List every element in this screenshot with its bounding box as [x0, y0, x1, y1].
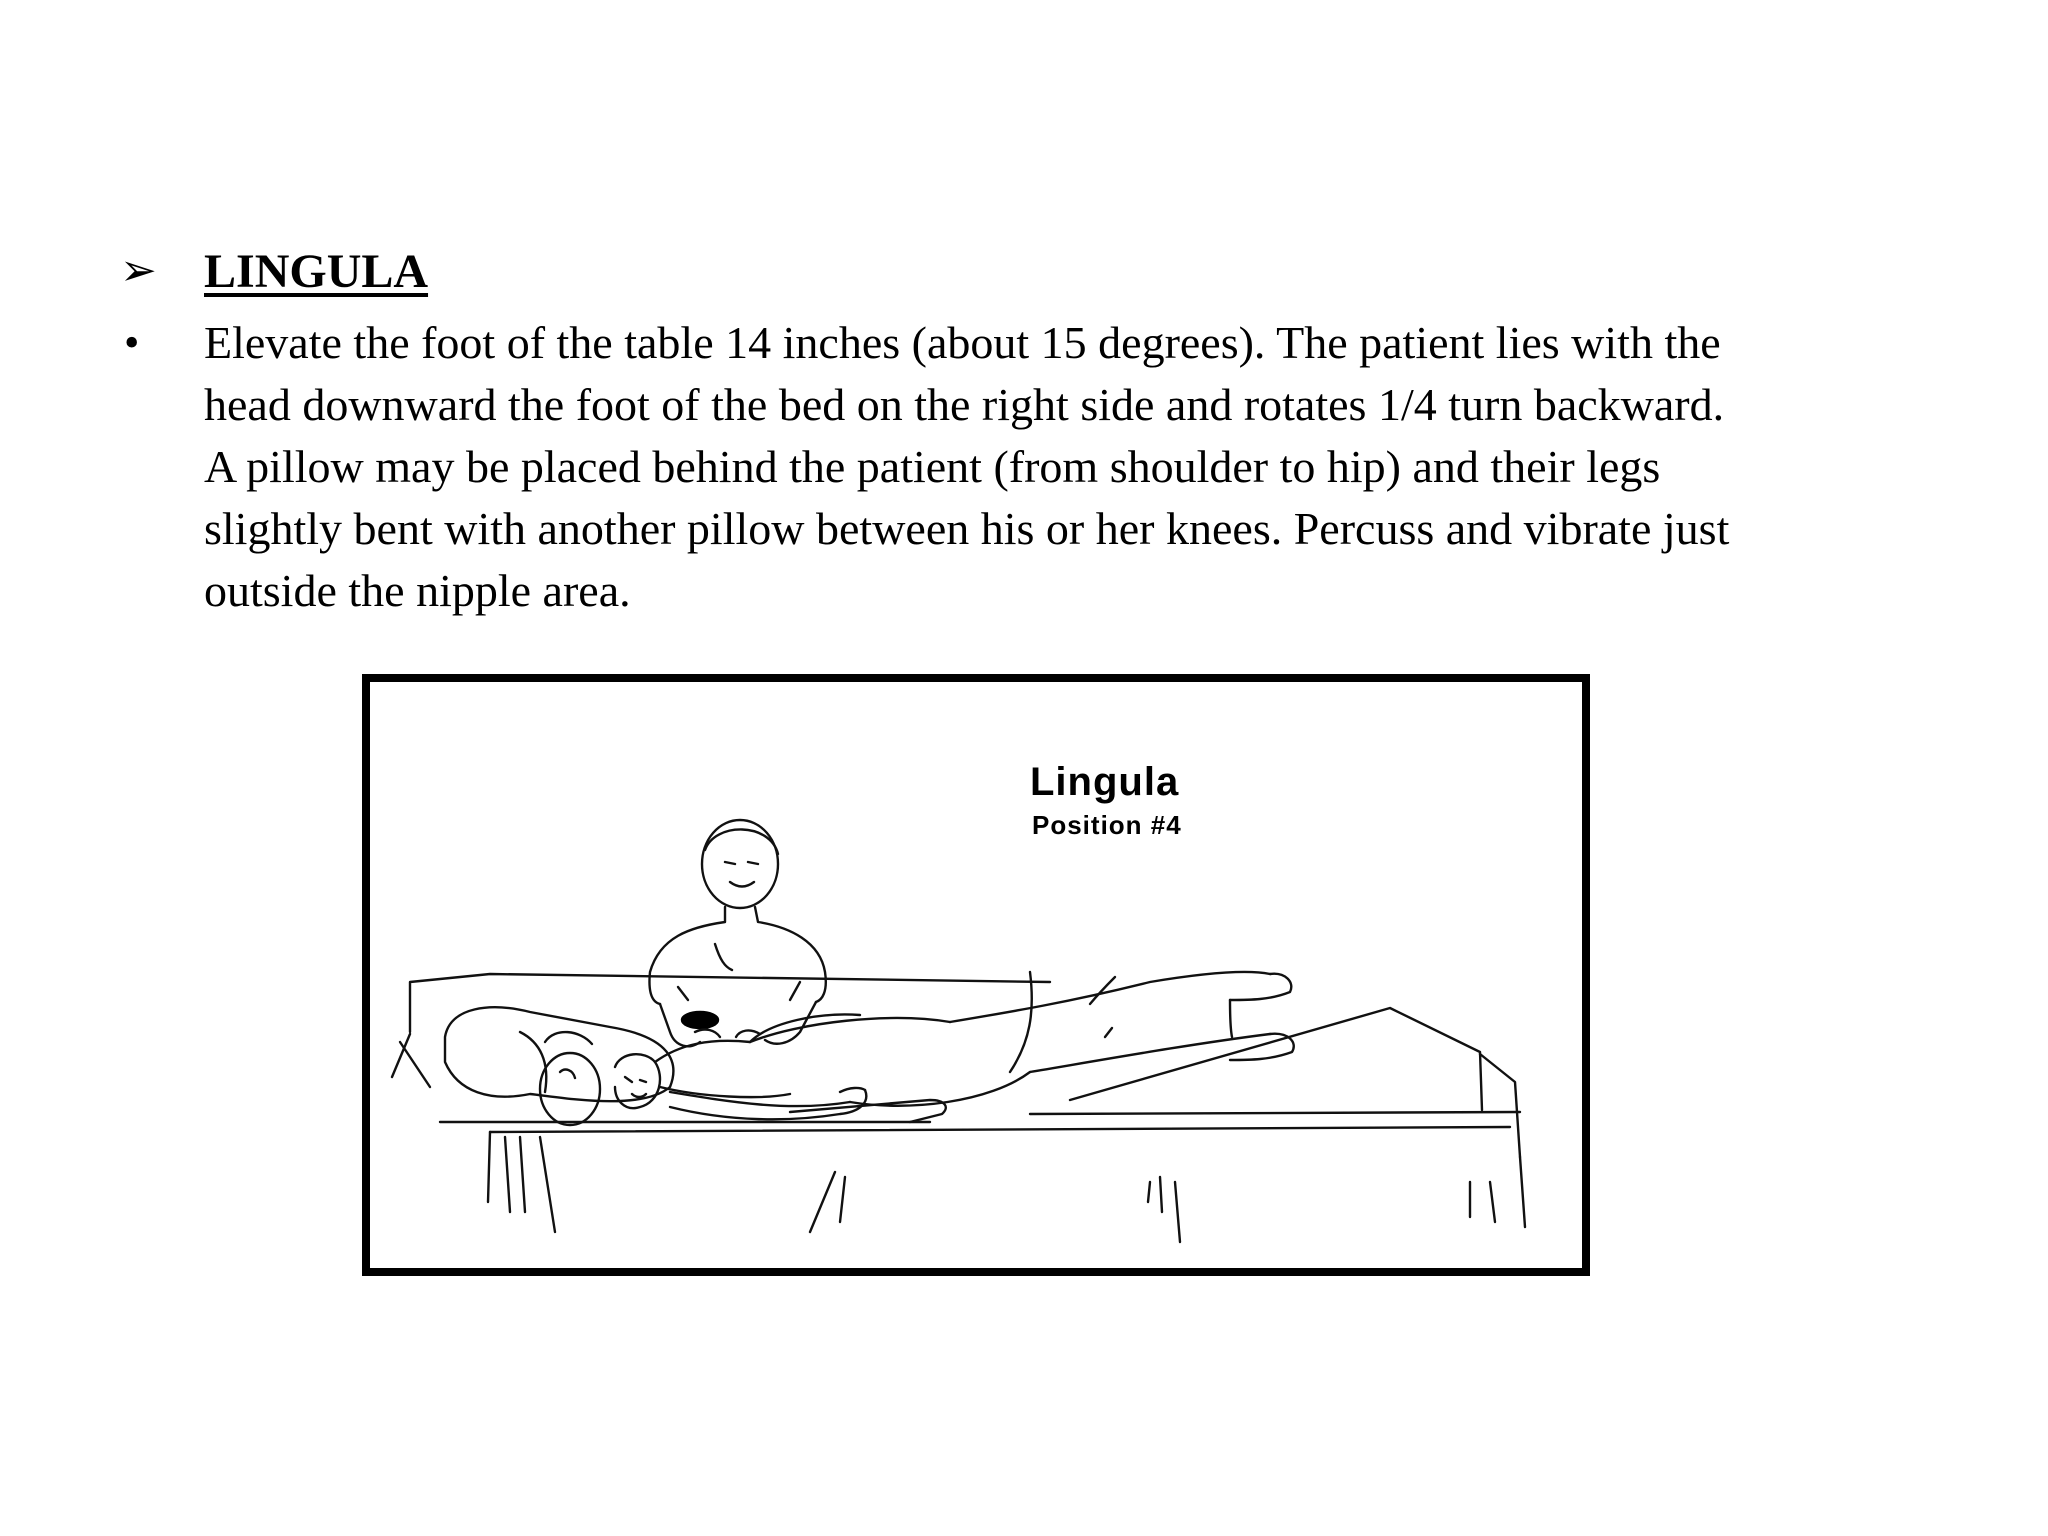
figure-title: Lingula	[1030, 760, 1180, 804]
tilted-table-drawing	[392, 974, 1525, 1242]
lingula-position-figure	[362, 674, 1590, 1276]
instruction-item	[120, 312, 1940, 622]
arrow-bullet-icon: ➢	[120, 246, 157, 295]
figure-subtitle: Position #4	[1032, 810, 1182, 840]
drainage-position-illustration	[370, 682, 1582, 1268]
patient-drawing	[540, 972, 1294, 1125]
section-heading: LINGULA	[204, 244, 429, 298]
section-heading-row	[120, 236, 428, 306]
percussion-spot-marker	[682, 1012, 718, 1028]
bullet-dot-icon: •	[124, 318, 140, 367]
instruction-text: Elevate the foot of the table 14 inches (about 15 degrees). The patient lies with the head downward the foot of the bed on the right side and rotates 1/4 turn backward. A pillow may be placed behind the patient (from shoulder to hip) and their legs slightly bent with another pillow between his or her knees. Percuss and vibrate just outside the nipple area.	[204, 317, 1730, 616]
therapist-drawing	[649, 820, 825, 1046]
